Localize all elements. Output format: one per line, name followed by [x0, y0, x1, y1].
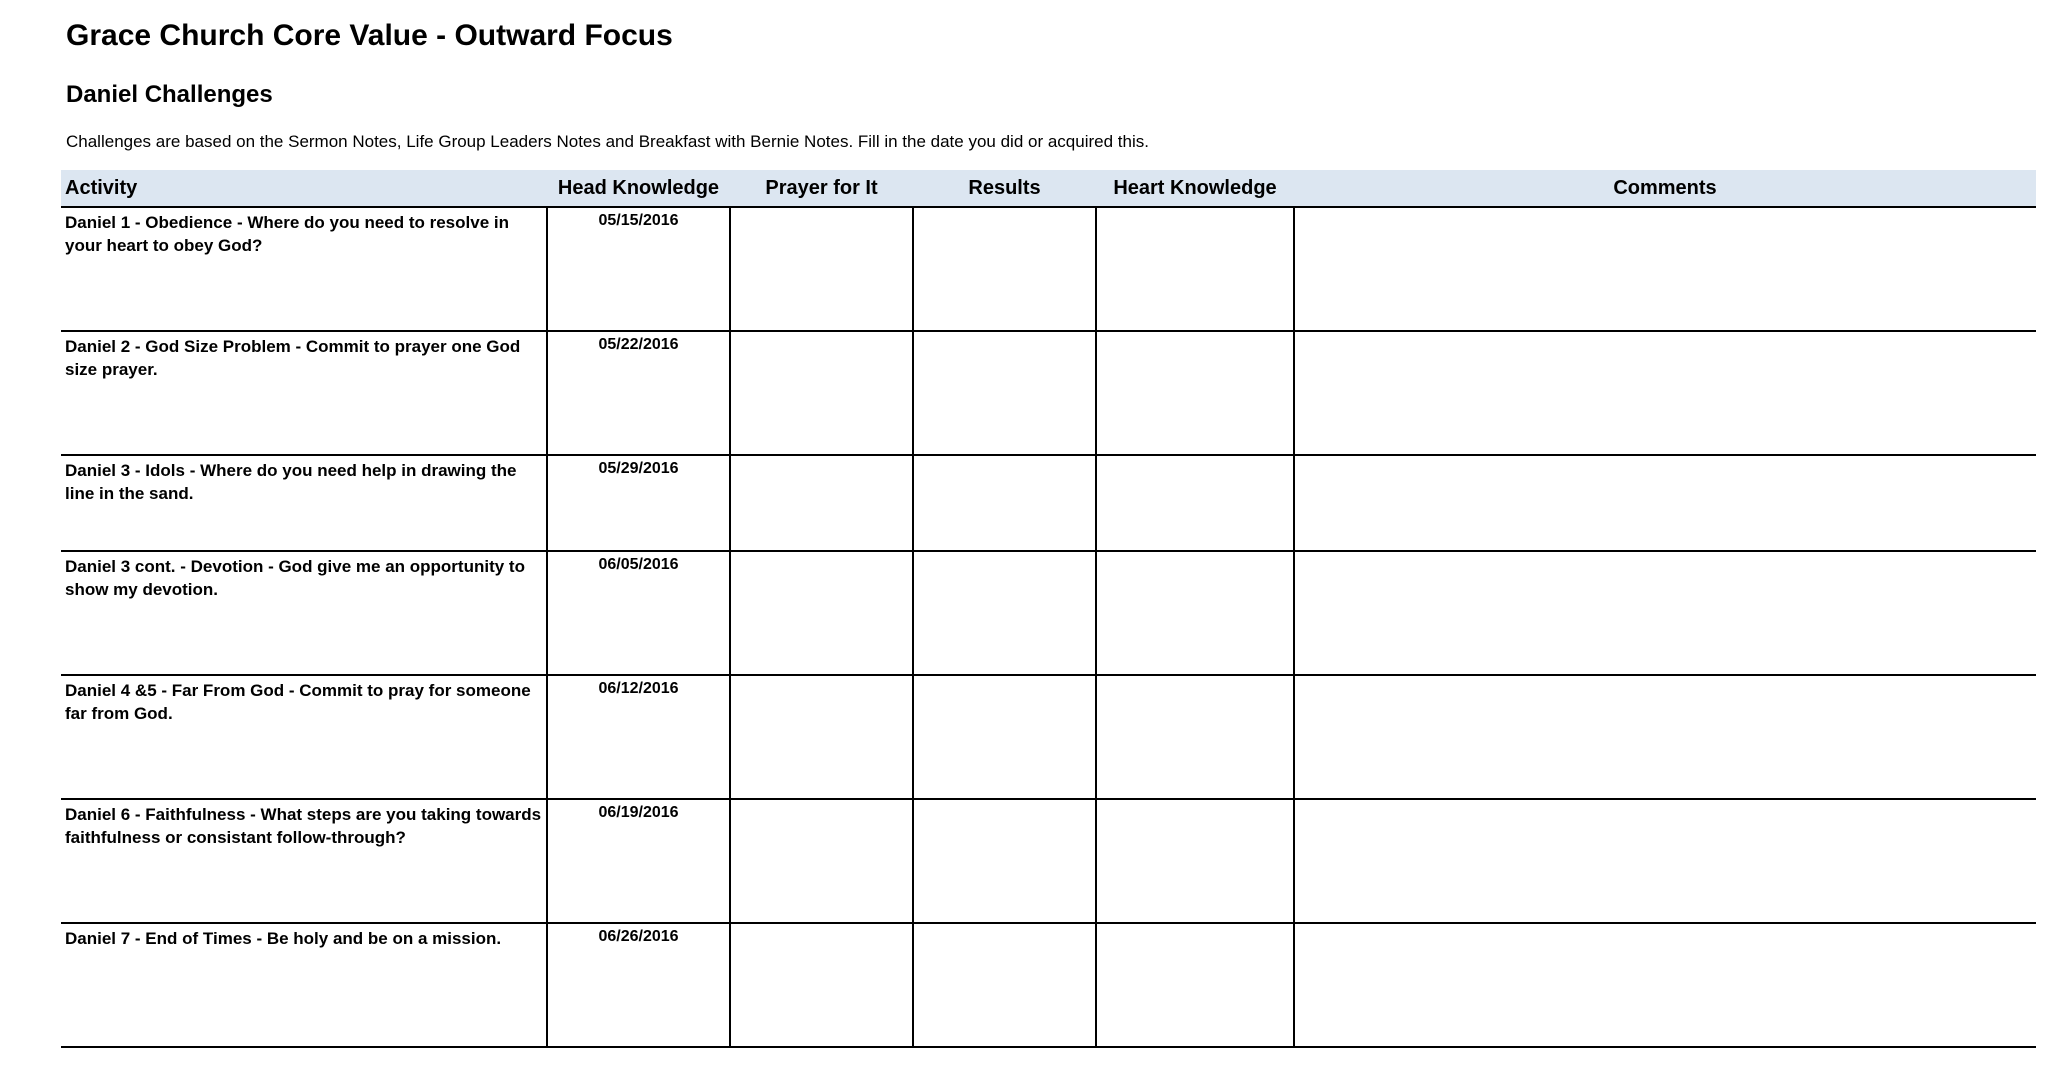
table-row — [61, 675, 2036, 799]
prayer-for-it-cell[interactable] — [730, 799, 913, 923]
activity-cell: Daniel 3 - Idols - Where do you need help in drawing the line in the sand. — [61, 455, 547, 551]
comments-cell[interactable] — [1294, 455, 2036, 551]
header-head-knowledge: Head Knowledge — [547, 170, 730, 207]
comments-cell[interactable] — [1294, 799, 2036, 923]
heart-knowledge-cell[interactable] — [1096, 675, 1294, 799]
prayer-for-it-cell[interactable] — [730, 455, 913, 551]
instructions-text: Challenges are based on the Sermon Notes, Life Group Leaders Notes and Breakfast with Bernie Notes. Fill in the date you did or acquired this. — [66, 132, 1149, 151]
heart-knowledge-cell[interactable] — [1096, 455, 1294, 551]
header-activity: Activity — [61, 170, 547, 207]
table-row — [61, 799, 2036, 923]
head-knowledge-cell[interactable]: 05/29/2016 — [547, 455, 730, 551]
prayer-for-it-cell[interactable] — [730, 923, 913, 1047]
results-cell[interactable] — [913, 923, 1096, 1047]
comments-cell[interactable] — [1294, 207, 2036, 331]
heart-knowledge-cell[interactable] — [1096, 799, 1294, 923]
head-knowledge-cell[interactable]: 06/12/2016 — [547, 675, 730, 799]
header-comments: Comments — [1294, 170, 2036, 207]
prayer-for-it-cell[interactable] — [730, 207, 913, 331]
comments-cell[interactable] — [1294, 331, 2036, 455]
activity-cell: Daniel 6 - Faithfulness - What steps are you taking towards faithfulness or consistant follow-through? — [61, 799, 547, 923]
header-prayer-for-it: Prayer for It — [730, 170, 913, 207]
table-row — [61, 551, 2036, 675]
head-knowledge-cell[interactable]: 05/15/2016 — [547, 207, 730, 331]
heart-knowledge-cell[interactable] — [1096, 923, 1294, 1047]
table-row — [61, 455, 2036, 551]
prayer-for-it-cell[interactable] — [730, 551, 913, 675]
header-heart-knowledge: Heart Knowledge — [1096, 170, 1294, 207]
heart-knowledge-cell[interactable] — [1096, 207, 1294, 331]
comments-cell[interactable] — [1294, 923, 2036, 1047]
results-cell[interactable] — [913, 551, 1096, 675]
results-cell[interactable] — [913, 675, 1096, 799]
head-knowledge-cell[interactable]: 05/22/2016 — [547, 331, 730, 455]
results-cell[interactable] — [913, 331, 1096, 455]
results-cell[interactable] — [913, 799, 1096, 923]
head-knowledge-cell[interactable]: 06/05/2016 — [547, 551, 730, 675]
activity-cell: Daniel 3 cont. - Devotion - God give me an opportunity to show my devotion. — [61, 551, 547, 675]
activity-cell: Daniel 2 - God Size Problem - Commit to prayer one God size prayer. — [61, 331, 547, 455]
head-knowledge-cell[interactable]: 06/26/2016 — [547, 923, 730, 1047]
table-row — [61, 923, 2036, 1047]
heart-knowledge-cell[interactable] — [1096, 331, 1294, 455]
table-row — [61, 207, 2036, 331]
activity-cell: Daniel 1 - Obedience - Where do you need to resolve in your heart to obey God? — [61, 207, 547, 331]
results-cell[interactable] — [913, 207, 1096, 331]
table-header-row — [61, 170, 2036, 207]
results-cell[interactable] — [913, 455, 1096, 551]
prayer-for-it-cell[interactable] — [730, 675, 913, 799]
comments-cell[interactable] — [1294, 675, 2036, 799]
activity-cell: Daniel 7 - End of Times - Be holy and be on a mission. — [61, 923, 547, 1047]
prayer-for-it-cell[interactable] — [730, 331, 913, 455]
comments-cell[interactable] — [1294, 551, 2036, 675]
challenges-table — [61, 170, 2036, 1048]
document-subtitle: Daniel Challenges — [66, 81, 273, 108]
header-results: Results — [913, 170, 1096, 207]
activity-cell: Daniel 4 &5 - Far From God - Commit to pray for someone far from God. — [61, 675, 547, 799]
head-knowledge-cell[interactable]: 06/19/2016 — [547, 799, 730, 923]
document-title: Grace Church Core Value - Outward Focus — [66, 19, 673, 52]
table-row — [61, 331, 2036, 455]
heart-knowledge-cell[interactable] — [1096, 551, 1294, 675]
